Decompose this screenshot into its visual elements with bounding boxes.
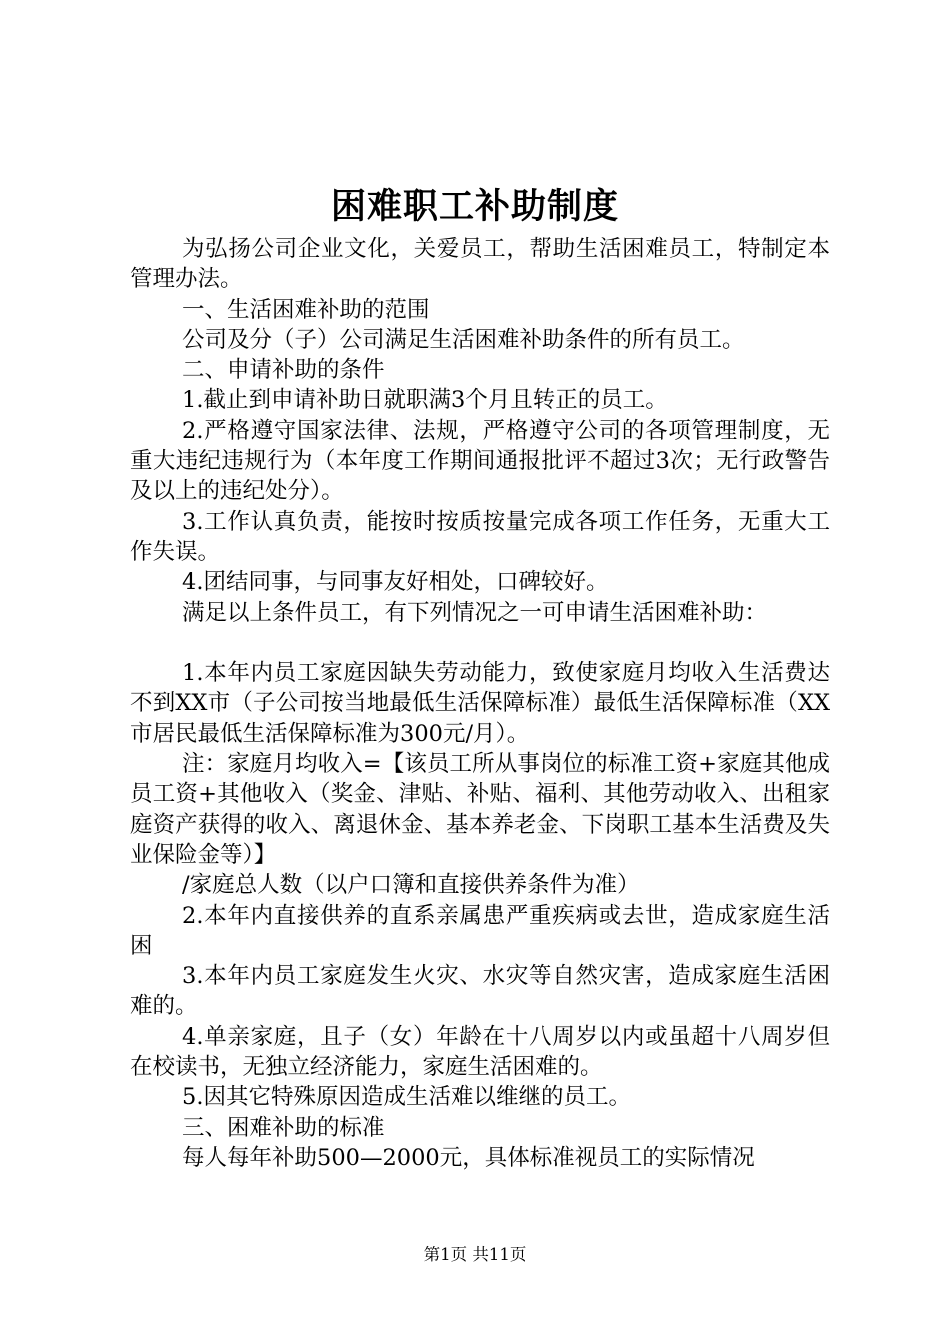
- document-title: 困难职工补助制度: [330, 186, 619, 227]
- list-item: 4.团结同事，与同事友好相处，口碑较好。: [182, 569, 609, 596]
- paragraph: 公司及分（子）公司满足生活困难补助条件的所有员工。: [182, 326, 745, 353]
- section-heading-conditions: 二、申请补助的条件: [182, 357, 385, 384]
- list-item: 3.本年内员工家庭发生火灾、水灾等自然灾害，造成家庭生活困难的。: [130, 963, 830, 1020]
- page-number: 第1页 共11页: [423, 1245, 527, 1264]
- document-body: [130, 234, 830, 1173]
- intro-paragraph: 为弘扬公司企业文化，关爱员工，帮助生活困难员工，特制定本管理办法。: [130, 236, 830, 293]
- list-item: 2.严格遵守国家法律、法规，严格遵守公司的各项管理制度，无重大违纪违规行为（本年度工作期间通报批评不超过3次；无行政警告及以上的违纪处分）。: [130, 417, 830, 505]
- section-heading-standard: 三、困难补助的标准: [182, 1114, 385, 1141]
- list-item: 1.本年内员工家庭因缺失劳动能力，致使家庭月均收入生活费达不到XX市（子公司按当地最低生活保障标准）最低生活保障标准（XX市居民最低生活保障标准为300元/月）。: [130, 660, 830, 747]
- paragraph: /家庭总人数（以户口簿和直接供养条件为准）: [182, 872, 640, 899]
- paragraph: 每人每年补助500—2000元，具体标准视员工的实际情况: [182, 1144, 755, 1171]
- list-item: 1.截止到申请补助日就职满3个月且转正的员工。: [182, 387, 668, 414]
- list-item: 2.本年内直接供养的直系亲属患严重疾病或去世，造成家庭生活困: [130, 902, 830, 959]
- paragraph: 满足以上条件员工，有下列情况之一可申请生活困难补助：: [182, 599, 768, 626]
- blank-line: [130, 628, 830, 658]
- list-item: 5.因其它特殊原因造成生活难以维继的员工。: [182, 1084, 631, 1111]
- note-paragraph: 注：家庭月均收入=【该员工所从事岗位的标准工资+家庭其他成员工资+其他收入（奖金、津贴、补贴、福利、其他劳动收入、出租家庭资产获得的收入、离退休金、基本养老金、下岗职工基本生活费及失业保险金等）】: [130, 751, 830, 868]
- section-heading-scope: 一、生活困难补助的范围: [182, 296, 430, 323]
- list-item: 3.工作认真负责，能按时按质按量完成各项工作任务，无重大工作失误。: [130, 508, 830, 565]
- list-item: 4.单亲家庭，且子（女）年龄在十八周岁以内或虽超十八周岁但在校读书，无独立经济能力，家庭生活困难的。: [130, 1023, 830, 1081]
